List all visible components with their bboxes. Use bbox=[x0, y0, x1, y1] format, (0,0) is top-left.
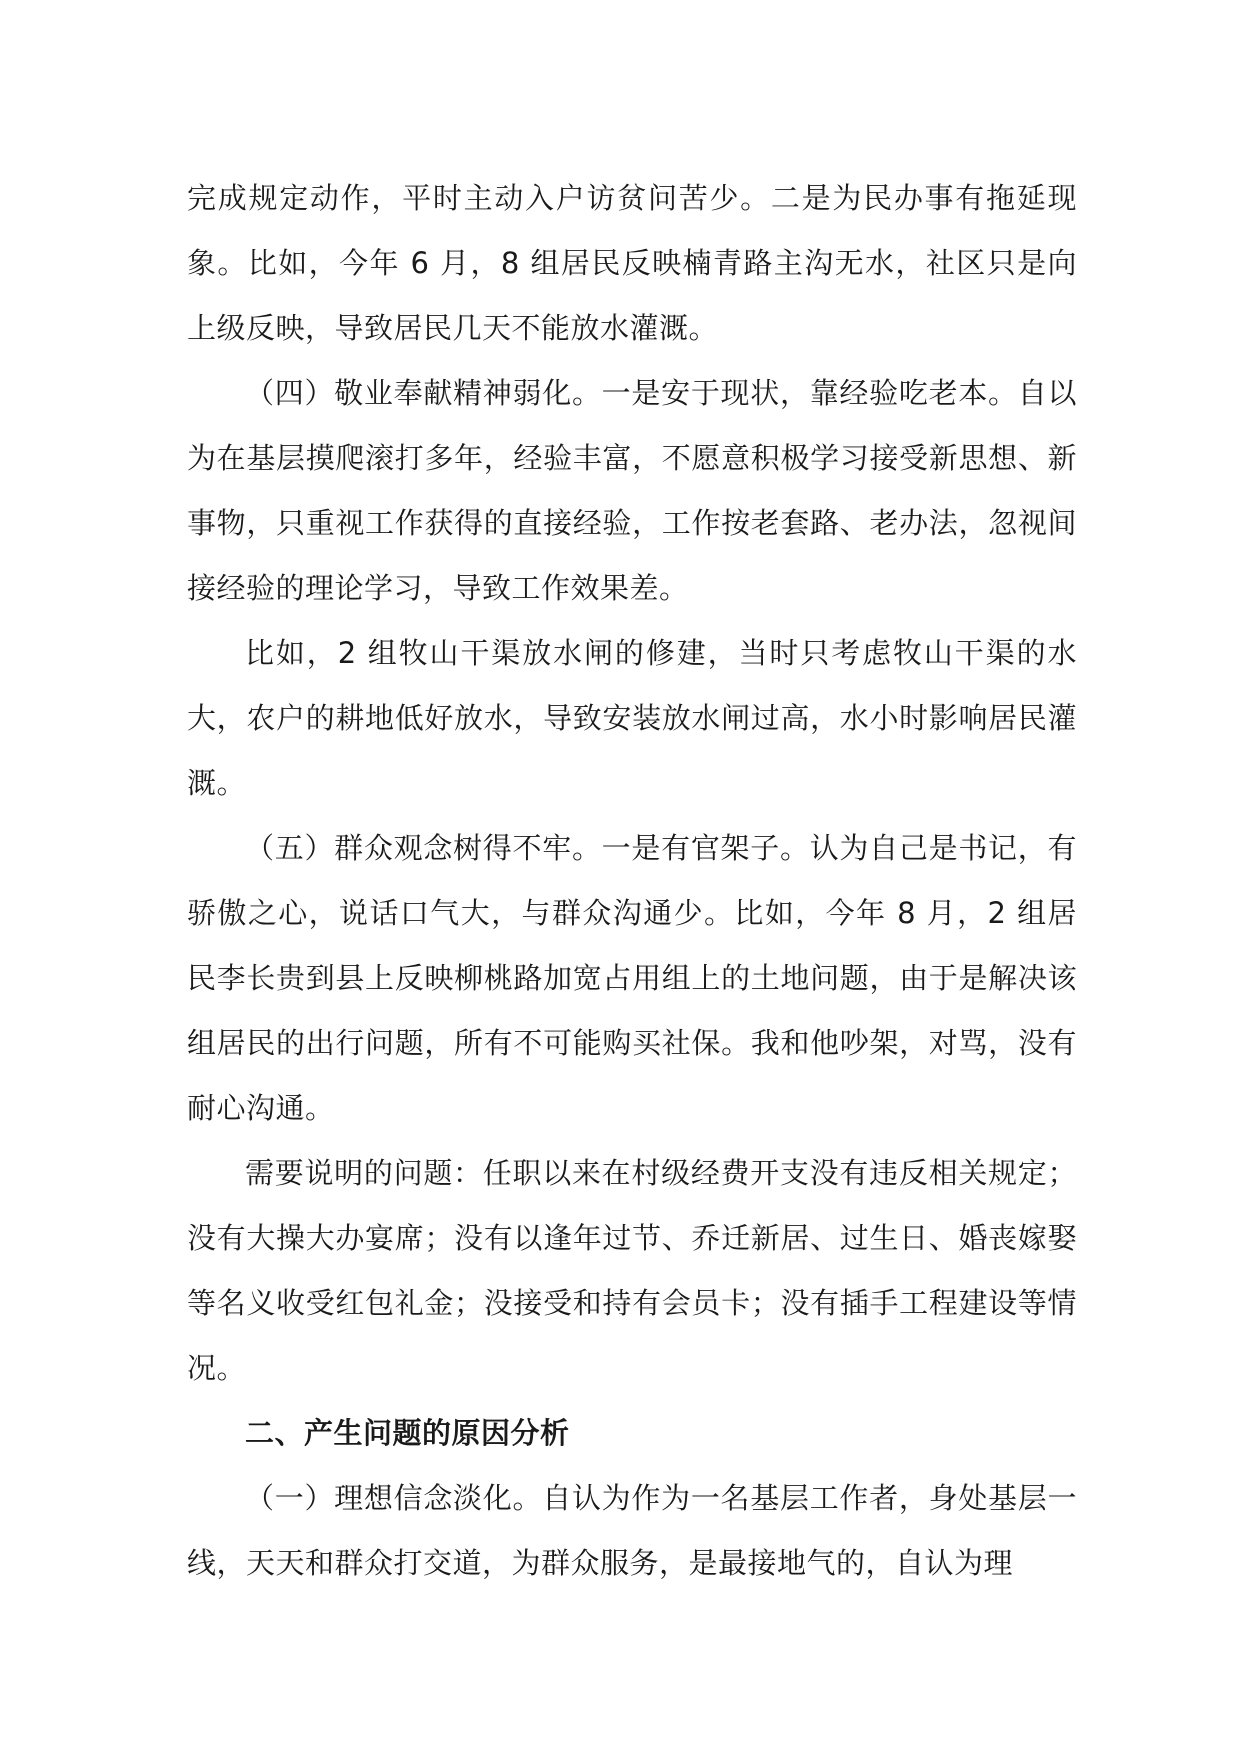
document-body bbox=[187, 166, 1077, 1596]
paragraph: （五）群众观念树得不牢。一是有官架子。认为自己是书记，有骄傲之心，说话口气大，与群众沟通少。比如，今年 8 月，2 组居民李长贵到县上反映柳桃路加宽占用组上的土地问题，由于是解决该组居民的出行问题，所有不可能购买社保。我和他吵架，对骂，没有耐心沟通。 bbox=[187, 831, 1077, 1125]
paragraph: （四）敬业奉献精神弱化。一是安于现状，靠经验吃老本。自以为在基层摸爬滚打多年，经验丰富，不愿意积极学习接受新思想、新事物，只重视工作获得的直接经验，工作按老套路、老办法，忽视间接经验的理论学习，导致工作效果差。 bbox=[187, 376, 1077, 605]
paragraph: 需要说明的问题：任职以来在村级经费开支没有违反相关规定；没有大操大办宴席；没有以逢年过节、乔迁新居、过生日、婚丧嫁娶等名义收受红包礼金；没接受和持有会员卡；没有插手工程建设等情况。 bbox=[187, 1156, 1077, 1385]
paragraph: 完成规定动作，平时主动入户访贫问苦少。二是为民办事有拖延现象。比如，今年 6 月，8 组居民反映楠青路主沟无水，社区只是向上级反映，导致居民几天不能放水灌溉。 bbox=[187, 181, 1077, 345]
paragraph: 比如，2 组牧山干渠放水闸的修建，当时只考虑牧山干渠的水大，农户的耕地低好放水，导致安装放水闸过高，水小时影响居民灌溉。 bbox=[187, 636, 1077, 800]
paragraph: （一）理想信念淡化。自认为作为一名基层工作者，身处基层一线，天天和群众打交道，为群众服务，是最接地气的，自认为理 bbox=[187, 1481, 1077, 1580]
section-heading: 二、产生问题的原因分析 bbox=[245, 1416, 570, 1450]
